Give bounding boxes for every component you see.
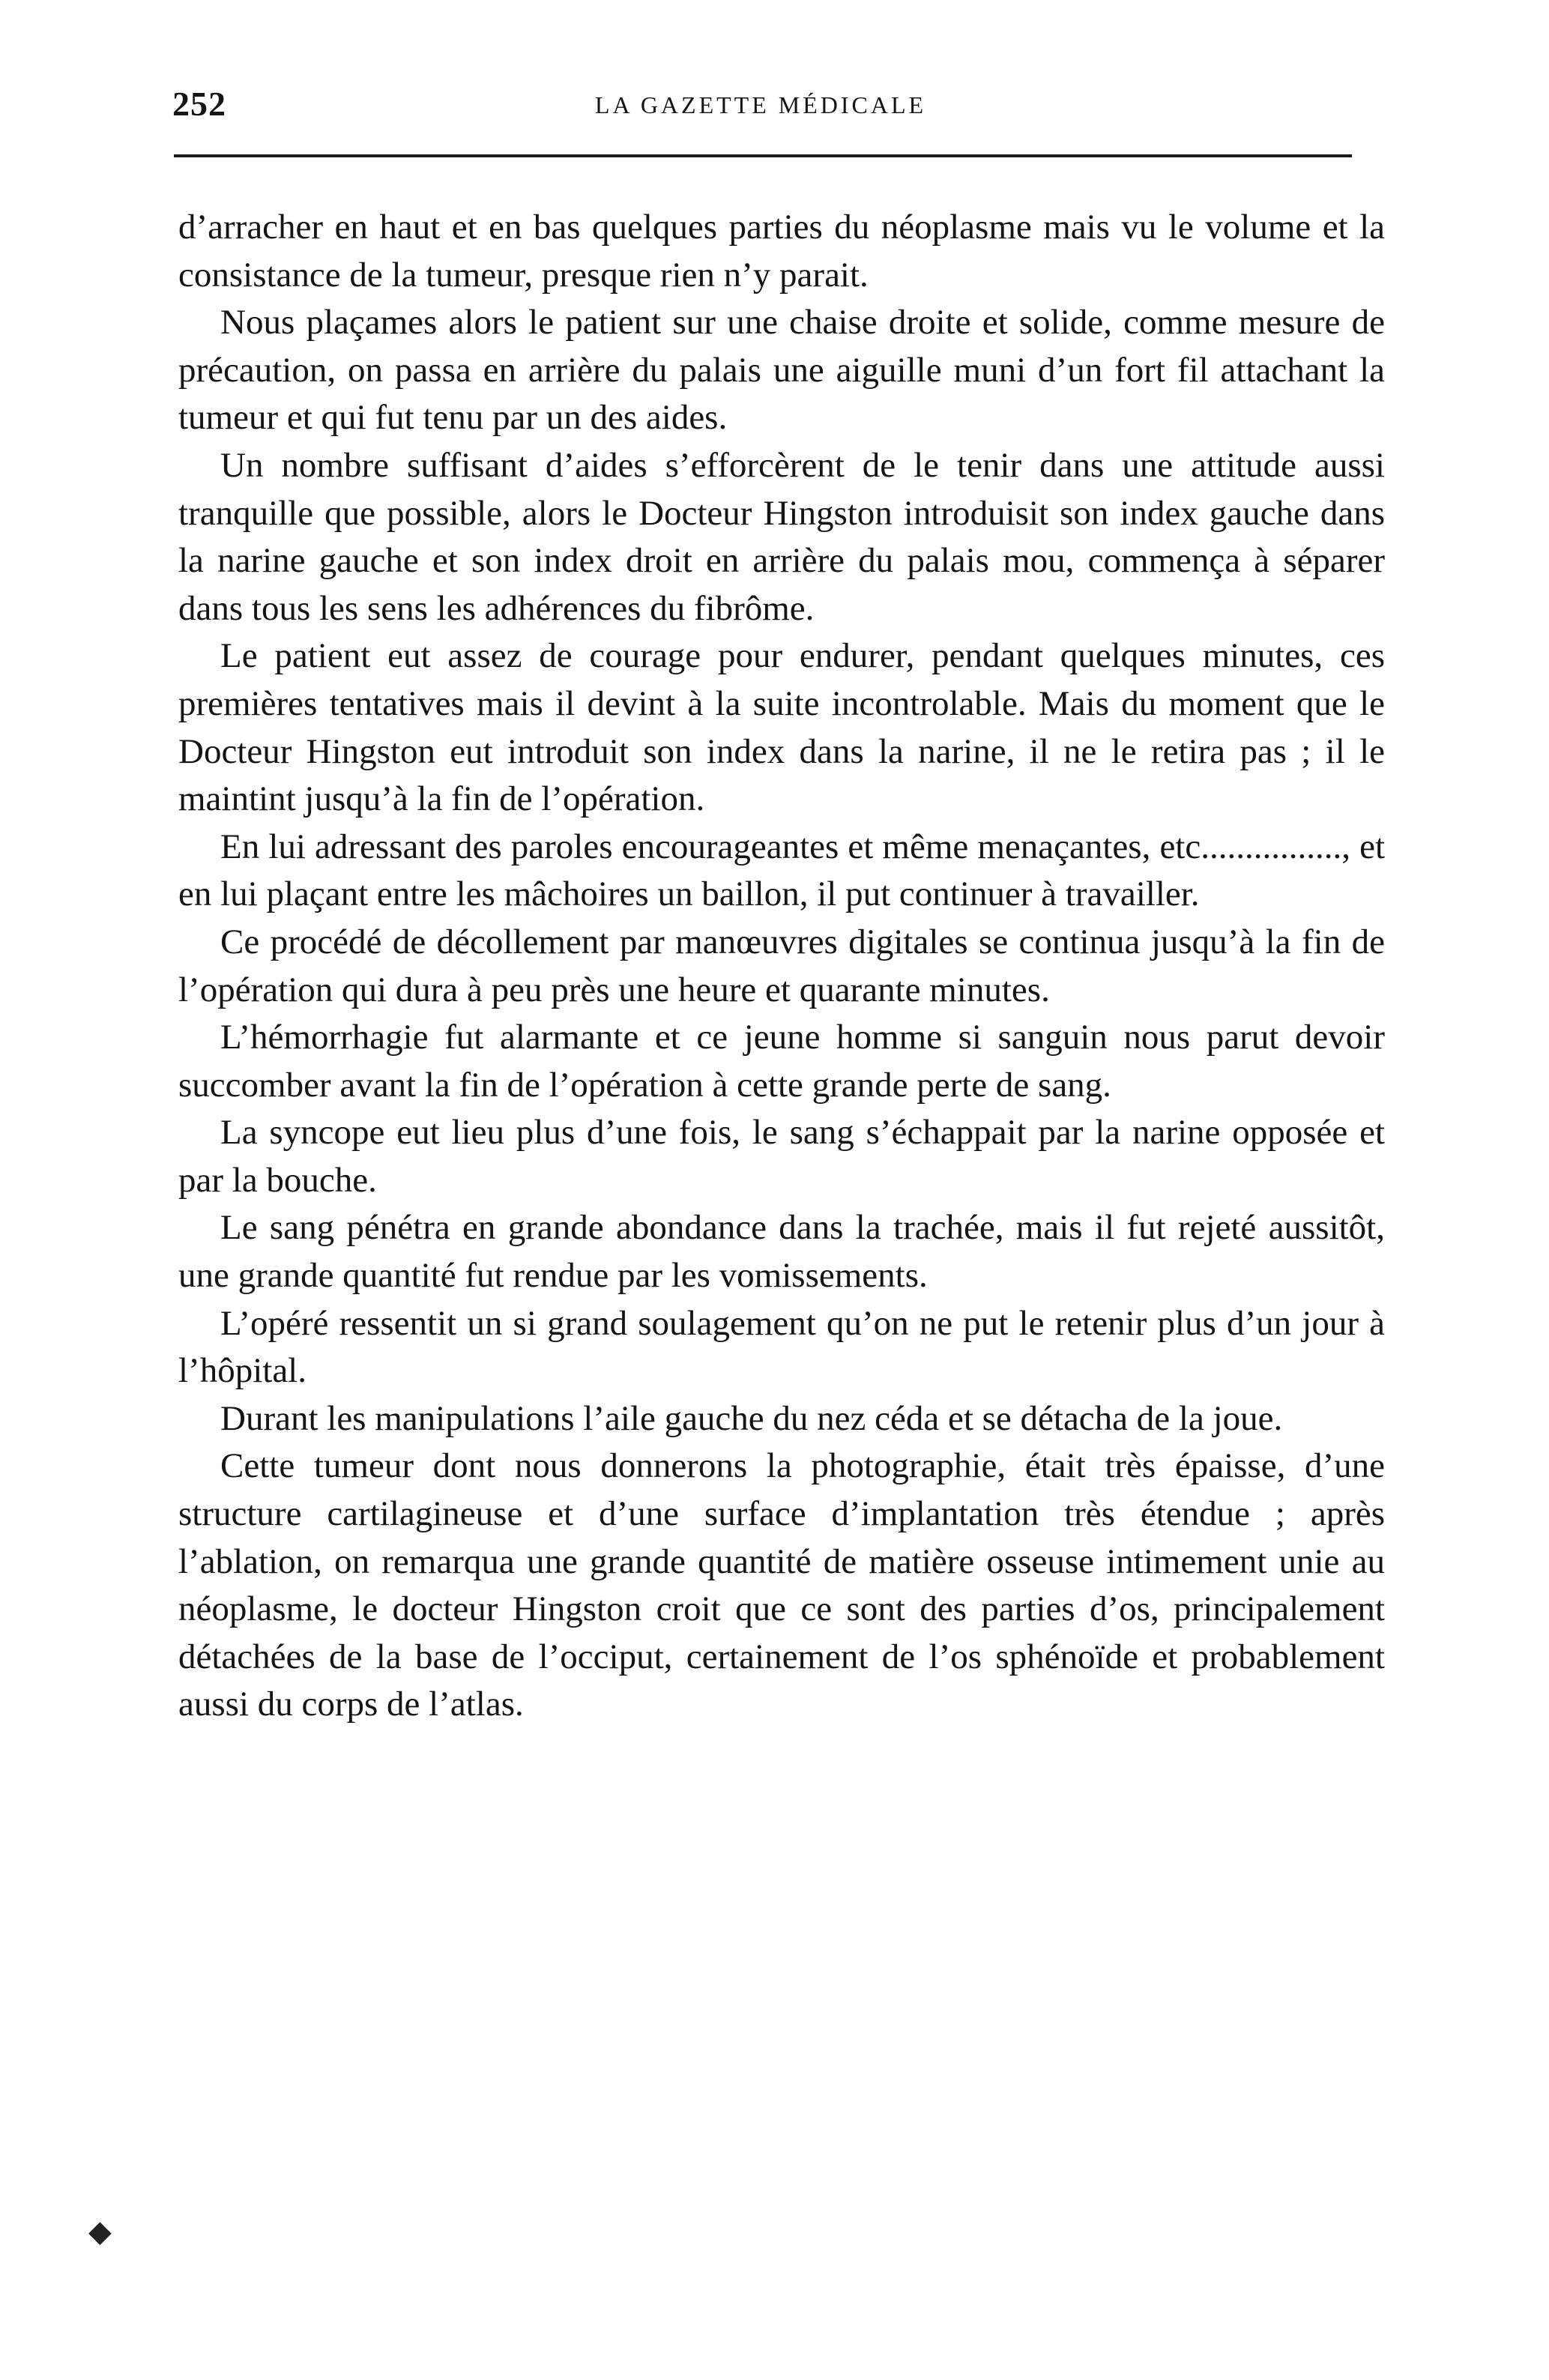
page-number: 252 xyxy=(172,85,226,123)
body-text xyxy=(178,204,1385,1729)
paragraph-3: Un nombre suffisant d’aides s’efforcèrent de le tenir dans une attitude aussi tranquille que possible, alors le Docteur Hingston introduisit son index gauche dans la narine gauche et son index droit en arrière du palais mou, commença à séparer dans tous les sens les adhérences du fibrôme. xyxy=(178,445,1385,628)
header-rule xyxy=(174,154,1352,157)
paragraph-12: Cette tumeur dont nous donnerons la photographie, était très épaisse, d’une structure cartilagineuse et d’une surface d’implantation très étendue ; après l’ablation, on remarqua une grande quantité de matière osseuse intimement unie au néoplasme, le docteur Hingston croit que ce sont des parties d’os, principalement détachées de la base de l’occiput, certainement de l’os sphénoïde et probablement aussi du corps de l’atlas. xyxy=(178,1446,1385,1724)
paragraph-5: En lui adressant des paroles encourageantes et même menaçantes, etc................, et en lui plaçant entre les mâchoires un baillon, il put continuer à travailler. xyxy=(178,827,1385,914)
paragraph-7: L’hémorrhagie fut alarmante et ce jeune homme si sanguin nous parut devoir succomber avant la fin de l’opération à cette grande perte de sang. xyxy=(178,1018,1385,1105)
ink-blot-mark: ◆ xyxy=(88,2214,112,2249)
paragraph-6: Ce procédé de décollement par manœuvres digitales se continua jusqu’à la fin de l’opération qui dura à peu près une heure et quarante minutes. xyxy=(178,922,1385,1009)
paragraph-9: Le sang pénétra en grande abondance dans la trachée, mais il fut rejeté aussitôt, une grande quantité fut rendue par les vomissements. xyxy=(178,1208,1385,1296)
paragraph-2: Nous plaçames alors le patient sur une chaise droite et solide, comme mesure de précaution, on passa en arrière du palais une aiguille muni d’un fort fil attachant la tumeur et qui fut tenu par un des aides. xyxy=(178,303,1385,438)
paragraph-10: L’opéré ressentit un si grand soulagement qu’on ne put le retenir plus d’un jour à l’hôpital. xyxy=(178,1303,1385,1391)
running-head: LA GAZETTE MÉDICALE xyxy=(594,91,927,118)
paragraph-1: d’arracher en haut et en bas quelques parties du néoplasme mais vu le volume et la consistance de la tumeur, presque rien n’y parait. xyxy=(178,208,1385,295)
paragraph-8: La syncope eut lieu plus d’une fois, le sang s’échappait par la narine opposée et par la bouche. xyxy=(178,1113,1385,1200)
page-header xyxy=(172,84,1349,129)
paragraph-11: Durant les manipulations l’aile gauche du nez céda et se détacha de la joue. xyxy=(220,1398,1283,1438)
paragraph-4: Le patient eut assez de courage pour endurer, pendant quelques minutes, ces premières tentatives mais il devint à la suite incontrolable. Mais du moment que le Docteur Hingston eut introduit son index dans la narine, il ne le retira pas ; il le maintint jusqu’à la fin de l’opération. xyxy=(178,636,1385,819)
